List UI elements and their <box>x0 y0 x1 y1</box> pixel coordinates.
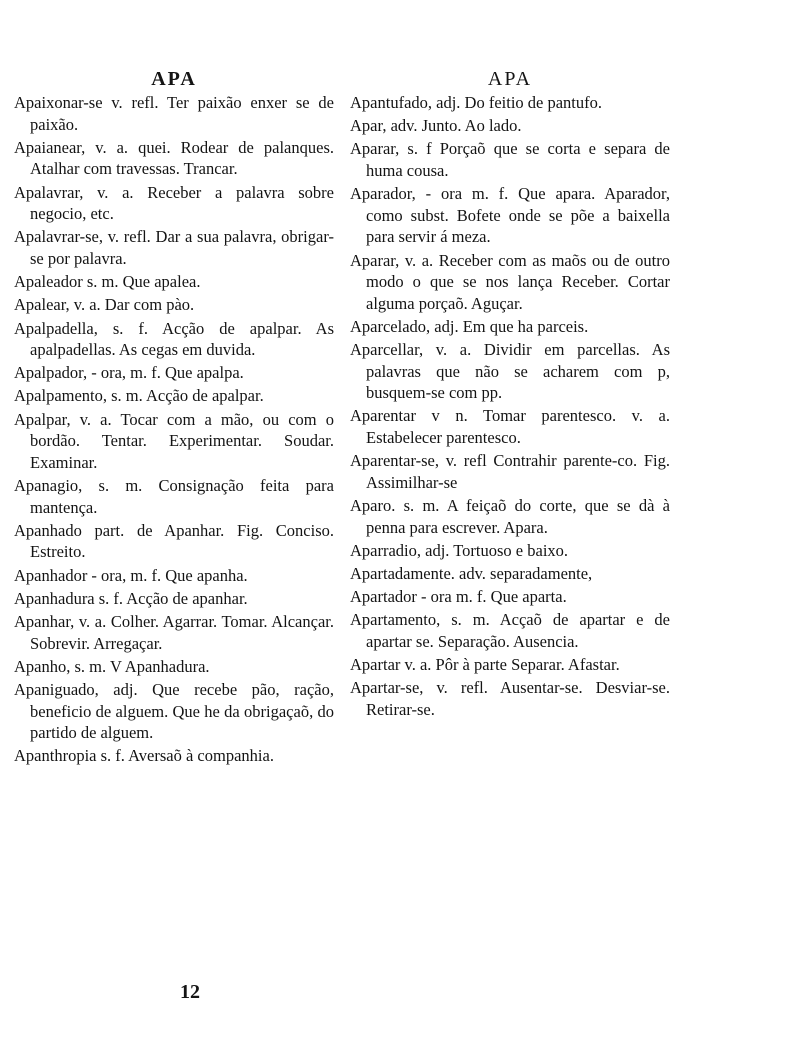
dictionary-entry: Apartadamente. adv. separadamente, <box>350 564 593 583</box>
dictionary-entry: Apalpadella, s. f. Acção de apalpar. As apalpadellas. As cegas em duvida. <box>14 318 334 360</box>
dictionary-entry: Apantufado, adj. Do feitio de pantufo. <box>350 93 603 112</box>
dictionary-entry: Aparradio, adj. Tortuoso e baixo. <box>350 540 569 560</box>
dictionary-entry: Aparar, s. f Porçaõ que se corta e separa de huma cousa. <box>350 139 670 180</box>
right-column-header: APA <box>487 68 533 90</box>
left-column-header: APA <box>151 68 197 90</box>
dictionary-entry: Apanhador - ora, m. f. Que apanha. <box>14 565 248 585</box>
dictionary-entry: Aparcellar, v. a. Dividir em parcellas. As palavras que não se acharem com p, busquem-se com pp. <box>350 340 670 403</box>
dictionary-entry: Aparcelado, adj. Em que ha parceis. <box>350 316 589 336</box>
dictionary-entry: Apanhadura s. f. Acção de apanhar. <box>14 588 248 608</box>
right-entries-list <box>350 92 670 721</box>
dictionary-entry: Aparador, - ora m. f. Que apara. Aparador, como subst. Bofete onde se põe a baixella para servir á meza. <box>350 184 670 247</box>
page-number: 12 <box>180 981 200 1003</box>
dictionary-entry: Apaleador s. m. Que apalea. <box>14 272 201 292</box>
dictionary-entry: Aparentar-se, v. refl Contrahir parente-co. Fig. Assimilhar-se <box>350 451 670 492</box>
dictionary-entry: Apartar-se, v. refl. Ausentar-se. Desviar-se. Retirar-se. <box>350 678 670 719</box>
dictionary-entry: Apartar v. a. Pôr à parte Separar. Afastar. <box>350 655 620 675</box>
dictionary-entry: Apalpar, v. a. Tocar com a mão, ou com o bordão. Tentar. Experimentar. Soudar. Examinar. <box>14 409 334 472</box>
dictionary-entry: Apaniguado, adj. Que recebe pão, ração, beneficio de alguem. Que he da obrigaçaõ, do partido de alguem. <box>14 679 334 743</box>
left-entries-list <box>14 92 334 767</box>
dictionary-entry: Apanthropia s. f. Aversaõ à companhia. <box>14 746 274 766</box>
dictionary-entry: Aparo. s. m. A feiçaõ do corte, que se dà à penna para escrever. Apara. <box>350 496 670 537</box>
left-column <box>14 66 334 769</box>
dictionary-entry: Apartamento, s. m. Acçaõ de apartar e de apartar se. Separação. Ausencia. <box>350 610 670 651</box>
dictionary-entry: Apalpador, - ora, m. f. Que apalpa. <box>14 363 244 383</box>
dictionary-entry: Apalavrar, v. a. Receber a palavra sobre negocio, etc. <box>14 182 334 224</box>
dictionary-entry: Apaixonar-se v. refl. Ter paixão enxer se de paixão. <box>14 93 334 134</box>
dictionary-entry: Apalear, v. a. Dar com pào. <box>14 295 195 315</box>
dictionary-entry: Apaianear, v. a. quei. Rodear de palanques. Atalhar com travessas. Trancar. <box>14 137 334 179</box>
dictionary-entry: Apar, adv. Junto. Ao lado. <box>350 116 522 136</box>
dictionary-entry: Apalpamento, s. m. Acção de apalpar. <box>14 386 264 406</box>
dictionary-entry: Apanho, s. m. V Apanhadura. <box>14 656 210 676</box>
dictionary-entry: Apalavrar-se, v. refl. Dar a sua palavra, obrigar-se por palavra. <box>14 227 334 268</box>
dictionary-entry: Aparar, v. a. Receber com as maõs ou de outro modo o que se nos lança Receber. Cortar alguma porçaõ. Aguçar. <box>350 250 670 313</box>
dictionary-entry: Apartador - ora m. f. Que aparta. <box>350 587 567 607</box>
dictionary-entry: Apanhar, v. a. Colher. Agarrar. Tomar. Alcançar. Sobrevir. Arregaçar. <box>14 611 334 653</box>
dictionary-entry: Aparentar v n. Tomar parentesco. v. a. Estabelecer parentesco. <box>350 406 670 448</box>
dictionary-entry: Apanhado part. de Apanhar. Fig. Conciso. Estreito. <box>14 520 334 562</box>
dictionary-entry: Apanagio, s. m. Consignação feita para mantença. <box>14 476 334 517</box>
right-column <box>350 66 670 722</box>
